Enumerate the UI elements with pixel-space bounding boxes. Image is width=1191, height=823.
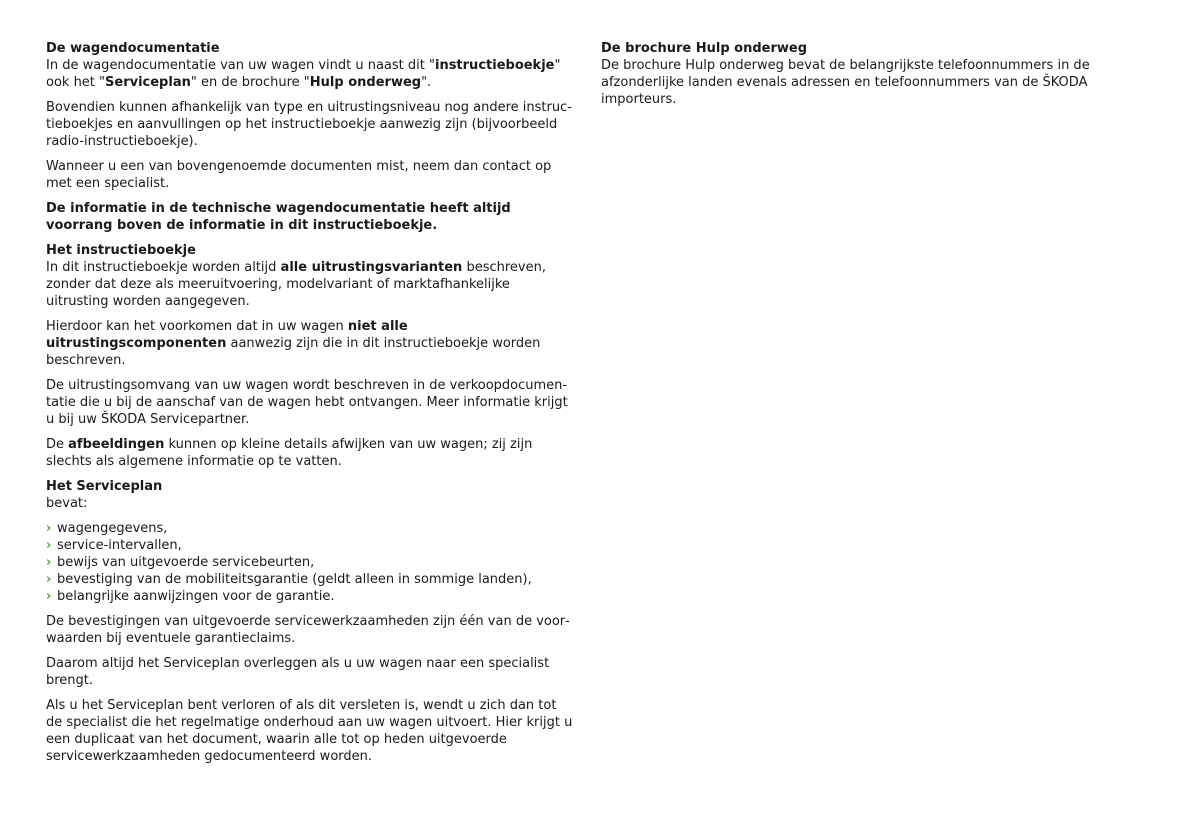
paragraph: De bevestigingen van uitgevoerde servicewerkzaamheden zijn één van de voorwaarden bij eventuele garantieclaims. <box>46 614 570 646</box>
section-heading: De wagendocumentatie <box>46 41 220 56</box>
chevron-right-icon: › <box>46 521 52 536</box>
text-run: De <box>46 437 69 452</box>
chevron-right-icon: › <box>46 589 52 604</box>
paragraph <box>46 57 574 91</box>
text-run: In dit instructieboekje worden altijd <box>46 260 281 275</box>
text-run: aanwezig zijn die in dit instructieboekje worden beschreven. <box>46 336 541 368</box>
paragraph: Daarom altijd het Serviceplan overleggen als u uw wagen naar een specialist brengt. <box>46 656 550 688</box>
left-column <box>46 40 574 773</box>
bold-paragraph: De informatie in de technische wagendocumentatie heeft altijd voorrang boven de informatie in dit instructieboekje. <box>46 201 511 233</box>
bold-run: instructieboekje <box>434 58 555 73</box>
bold-run: afbeeldingen <box>68 437 165 452</box>
bullet-list <box>46 520 574 605</box>
text-run: " en de brochure " <box>190 75 310 90</box>
paragraph <box>46 436 574 470</box>
list-item-text: bewijs van uitgevoerde servicebeurten, <box>57 555 315 570</box>
text-run: Hierdoor kan het voorkomen dat in uw wagen <box>46 319 348 334</box>
paragraph: Bovendien kunnen afhankelijk van type en uitrustingsniveau nog andere instructieboekjes en aanvullingen op het instructieboekje aanwezig zijn (bijvoorbeeld radio-instructieboekje). <box>46 100 572 149</box>
section-wagendocumentatie <box>46 40 574 234</box>
bold-run: Hulp onderweg <box>309 75 422 90</box>
paragraph: De uitrustingsomvang van uw wagen wordt beschreven in de verkoopdocumentatie die u bij de aanschaf van de wagen hebt ontvangen. Meer informatie krijgt u bij uw ŠKODA Servicepartner. <box>46 378 568 427</box>
list-item-text: service-intervallen, <box>57 538 182 553</box>
section-heading: Het Serviceplan <box>46 479 163 494</box>
paragraph <box>46 259 574 310</box>
section-instructieboekje <box>46 242 574 470</box>
chevron-right-icon: › <box>46 572 52 587</box>
chevron-right-icon: › <box>46 538 52 553</box>
text-run: " ook het " <box>46 58 561 90</box>
paragraph: bevat: <box>46 496 88 511</box>
text-run: beschreven, zonder dat deze als meeruitvoering, modelvariant of marktafhankelijke uitrusting worden aangegeven. <box>46 260 546 309</box>
section-serviceplan <box>46 478 574 765</box>
list-item-text: wagengegevens, <box>57 521 168 536</box>
section-heading: De brochure Hulp onderweg <box>601 41 808 56</box>
right-column <box>601 40 1131 116</box>
list-item <box>46 537 574 554</box>
bold-run: Serviceplan <box>105 75 191 90</box>
bold-run: niet alle uitrustingscomponenten <box>46 319 408 351</box>
text-run: In de wagendocumentatie van uw wagen vindt u naast dit " <box>46 58 435 73</box>
section-heading: Het instructieboekje <box>46 243 196 258</box>
text-run: ". <box>421 75 432 90</box>
paragraph: De brochure Hulp onderweg bevat de belangrijkste telefoonnummers in de afzonderlijke landen evenals adressen en telefoonnummers van de ŠKODA importeurs. <box>601 58 1090 107</box>
section-hulp-onderweg <box>601 40 1131 108</box>
paragraph: Wanneer u een van bovengenoemde documenten mist, neem dan contact op met een specialist. <box>46 159 552 191</box>
text-run: kunnen op kleine details afwijken van uw wagen; zij zijn slechts als algemene informatie op te vatten. <box>46 437 533 469</box>
list-item <box>46 520 574 537</box>
list-item-text: belangrijke aanwijzingen voor de garantie. <box>57 589 335 604</box>
list-item-text: bevestiging van de mobiliteitsgarantie (geldt alleen in sommige landen), <box>57 572 532 587</box>
list-item <box>46 588 574 605</box>
list-item <box>46 571 574 588</box>
bold-run: alle uitrustingsvarianten <box>280 260 463 275</box>
chevron-right-icon: › <box>46 555 52 570</box>
paragraph: Als u het Serviceplan bent verloren of als dit versleten is, wendt u zich dan tot de specialist die het regelmatige onderhoud aan uw wagen uitvoert. Hier krijgt u een duplicaat van het document, waarin alle tot op heden uitgevoerde servicewerkzaamheden gedocumenteerd worden. <box>46 698 573 764</box>
list-item <box>46 554 574 571</box>
paragraph <box>46 318 574 369</box>
